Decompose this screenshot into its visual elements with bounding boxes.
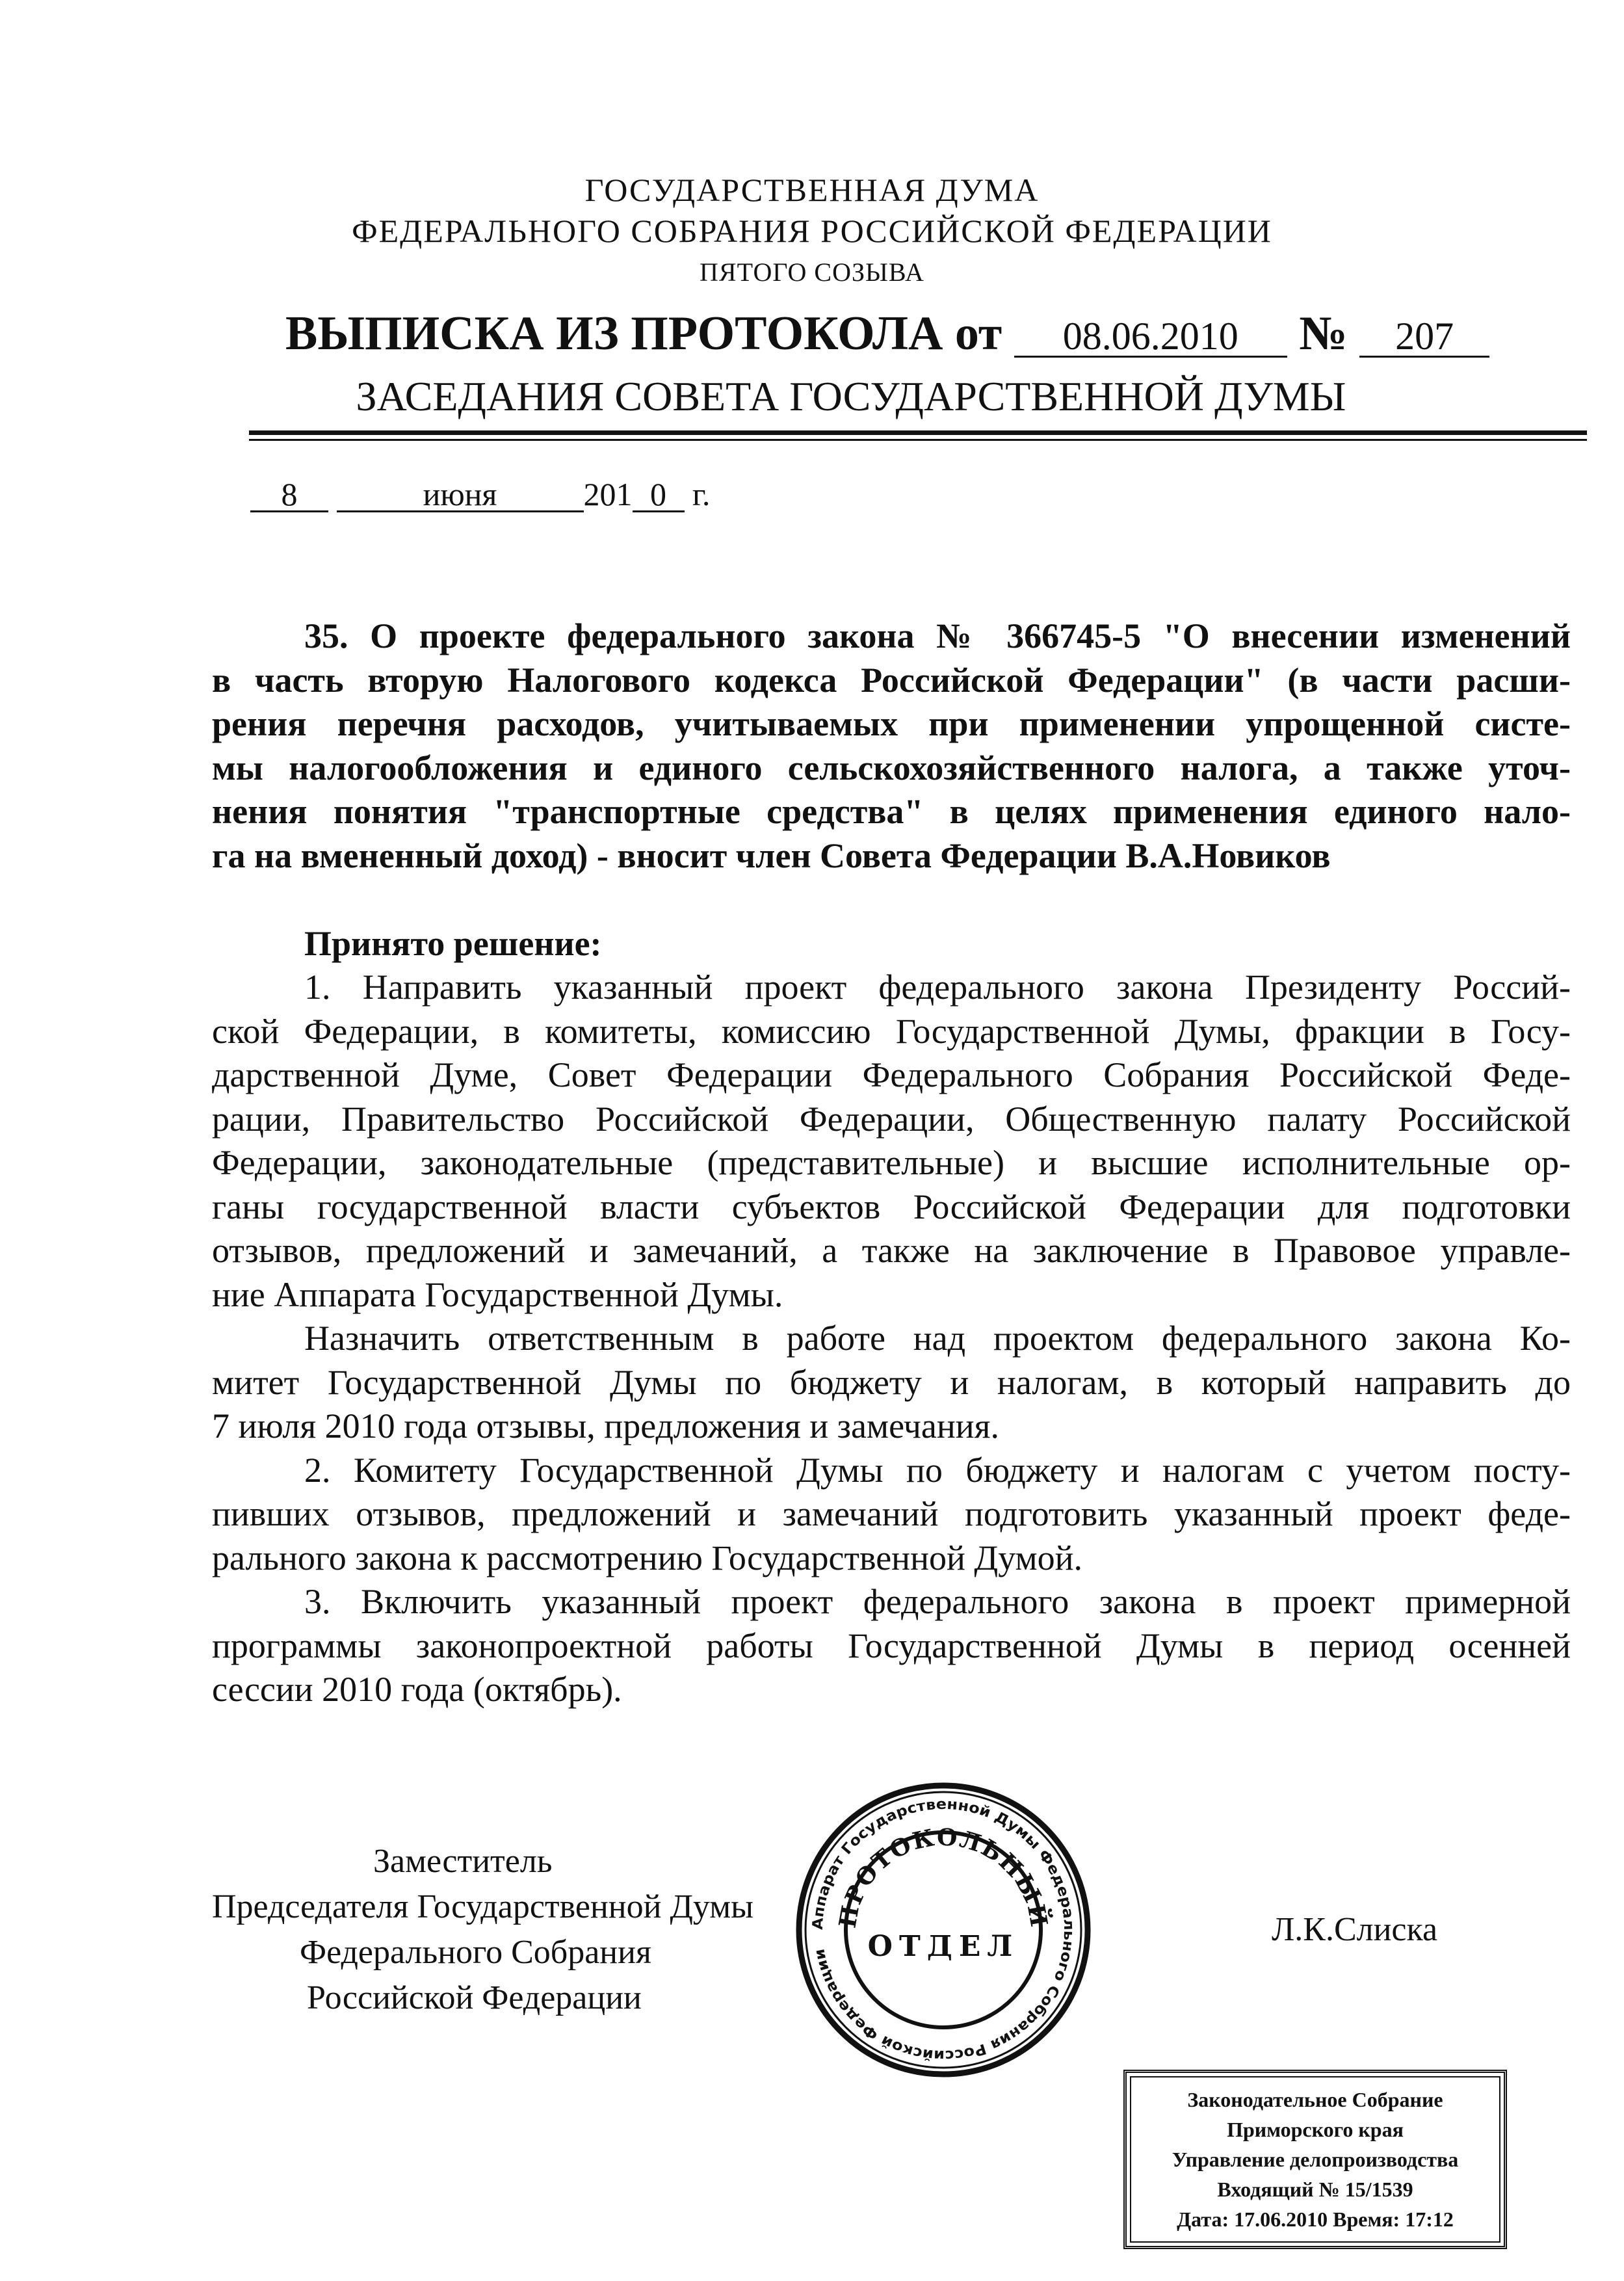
official-seal [791,1777,1096,2083]
stamp-line: Законодательное Собрание [1187,2087,1443,2111]
decision-line: сессии 2010 года (октябрь). [212,1670,622,1709]
agenda-line: га на вмененный доход) - вносит член Совета Федерации В.А.Новиков [212,836,1331,875]
document-title [285,306,1489,362]
convocation: ПЯТОГО СОЗЫВА [700,257,924,287]
decision-line: митет Государственной Думы по бюджету и налогам, в который направить до [212,1362,1571,1402]
agenda-line: нения понятия "транспортные средства" в целях применения единого нало- [212,792,1571,831]
agenda-line: в часть вторую Налогового кодекса Российской Федерации" (в части расши- [212,660,1571,700]
decision-line: отзывов, предложений и замечаний, а также на заключение в Правовое управле- [212,1231,1571,1270]
document-body [212,614,1571,2249]
decision-line: рации, Правительство Российской Федерации, Общественную палату Российской [212,1099,1571,1139]
date-month: июня [337,478,584,512]
stamp-line: Дата: 17.06.2010 Время: 17:12 [1177,2207,1454,2231]
decision-line: пивших отзывов, предложений и замечаний подготовить указанный проект феде- [212,1494,1571,1533]
decision-line: 2. Комитету Государственной Думы по бюджету и налогам с учетом посту- [304,1450,1571,1490]
decision-line: программы законопроектной работы Государственной Думы в период осенней [212,1626,1571,1665]
date-year-mark: г. [692,476,711,512]
signatory-name: Л.К.Слиска [1272,1910,1438,1948]
protocol-date: 08.06.2010 [1014,317,1287,358]
decision-heading: Принято решение: [304,923,602,963]
decision-line: ской Федерации, в комитеты, комиссию Государственной Думы, фракции в Госу- [212,1011,1571,1051]
title-prefix: ВЫПИСКА ИЗ ПРОТОКОЛА от [285,307,1002,360]
registration-stamp [1123,2070,1507,2249]
agenda-item [212,614,1571,878]
spacer [212,878,1571,922]
decision-line: Федерации, законодательные (представительные) и высшие исполнительные ор- [212,1143,1571,1182]
stamp-line: Приморского края [1227,2117,1404,2141]
protocol-number: 207 [1359,317,1489,358]
decision-line: 3. Включить указанный проект федерального закона в проект примерной [304,1582,1571,1621]
decision [212,922,1571,1712]
document-subtitle: ЗАСЕДАНИЯ СОВЕТА ГОСУДАРСТВЕННОЙ ДУМЫ [356,373,1346,419]
stamp-line: Входящий № 15/1539 [1217,2177,1413,2201]
number-sign: № [1299,307,1348,360]
seal-outer-text: Аппарат Государственной Думы Федерального Собрания Российской Федерации [809,1796,1077,2063]
date-year-prefix: 201 [583,476,633,512]
decision-line: ние Аппарата Государственной Думы. [212,1274,783,1314]
signatory-position-line: Председателя Государственной Думы [212,1888,754,1925]
decision-line: рального закона к рассмотрению Государственной Думой. [212,1538,1083,1577]
org-name-line1: ГОСУДАРСТВЕННАЯ ДУМА [584,172,1040,208]
date-day: 8 [250,478,328,512]
agenda-line: мы налогообложения и единого сельскохозяйственного налога, а также уточ- [212,748,1571,787]
decision-line: 1. Направить указанный проект федерального закона Президенту Россий- [304,968,1571,1007]
stamp-line: Управление делопроизводства [1172,2147,1459,2171]
decision-line: дарственной Думе, Совет Федерации Федерального Собрания Российской Феде- [212,1055,1571,1094]
agenda-line: рения перечня расходов, учитываемых при применении упрощенной систе- [212,704,1571,743]
decision-line: 7 июля 2010 года отзывы, предложения и замечания. [212,1406,999,1445]
seal-inner-text: ПРОТОКОЛЬНЫЙ [833,1823,1053,1930]
decision-line: ганы государственной власти субъектов Российской Федерации для подготовки [212,1187,1571,1226]
seal-center-text: ОТДЕЛ [867,1929,1019,1963]
agenda-line: 35. О проекте федерального закона № 366745-5 "О внесении изменений [304,616,1571,655]
signatory-position-line: Российской Федерации [307,1979,642,2016]
meeting-date [250,475,710,514]
header-rule [249,430,1587,435]
signature-block [212,1777,1571,2083]
decision-line: Назначить ответственным в работе над проектом федерального закона Ко- [304,1319,1571,1358]
org-name-line2: ФЕДЕРАЛЬНОГО СОБРАНИЯ РОССИЙСКОЙ ФЕДЕРАЦИИ [352,213,1272,249]
signatory-position-line: Заместитель [373,1842,553,1880]
signatory-position [212,1839,784,2021]
signatory-position-line: Федерального Собрания [300,1933,651,1971]
date-year-suffix: 0 [633,478,685,512]
header-rule-thin [249,439,1587,441]
